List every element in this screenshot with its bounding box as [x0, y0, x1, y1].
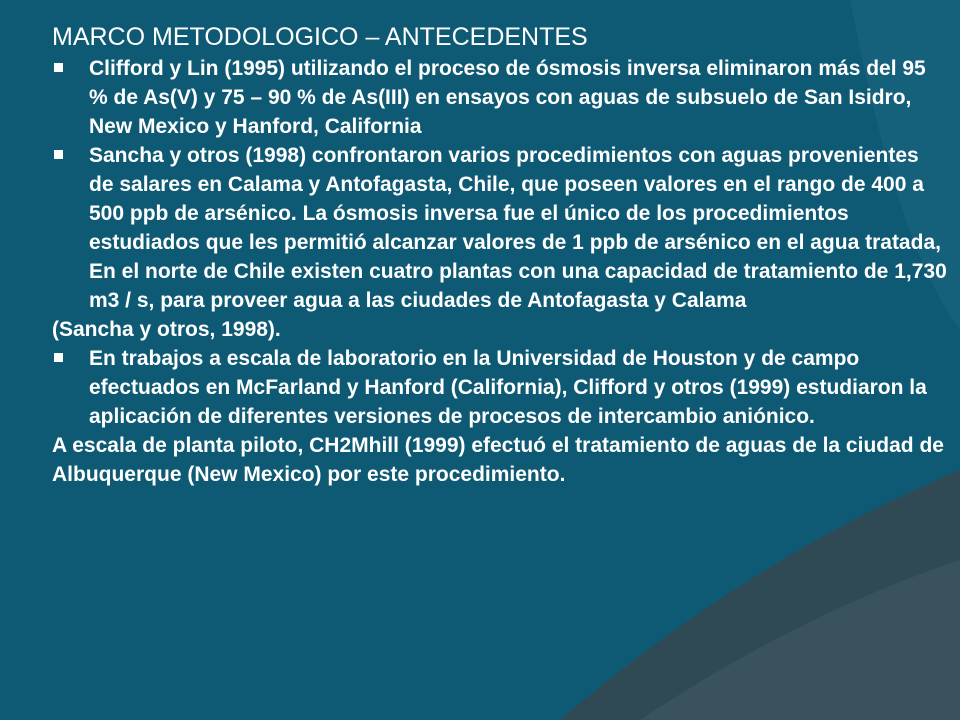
square-bullet-icon	[54, 63, 63, 72]
bullet-text: Sancha y otros (1998) confrontaron varios procedimientos con aguas provenientes de salares en Calama y Antofagasta, Chile, que poseen valores en el rango de 400 a 500 ppb de arsénico. La ósmosis inversa fue el único de los procedimientos estudiados que les permitió alcanzar valores de 1 ppb de arsénico en el agua tratada, En el norte de Chile existen cuatro plantas con una capacidad de tratamiento de 1,730 m3 / s, para proveer agua a las ciudades de Antofagasta y Calama	[89, 144, 947, 312]
paragraph-text: A escala de planta piloto, CH2Mhill (1999) efectuó el tratamiento de aguas de la ciudad de Albuquerque (New Mexico) por este procedimiento.	[52, 434, 944, 486]
bullet-item	[52, 54, 947, 141]
bullet-text: En trabajos a escala de laboratorio en la Universidad de Houston y de campo efectuados en McFarland y Hanford (California), Clifford y otros (1999) estudiaron la aplicación de diferentes versiones de procesos de intercambio aniónico.	[89, 347, 927, 428]
bullet-item	[52, 141, 947, 315]
square-bullet-icon	[54, 150, 63, 159]
bullet-text: Clifford y Lin (1995) utilizando el proceso de ósmosis inversa eliminaron más del 95 % de As(V) y 75 – 90 % de As(III) en ensayos con aguas de subsuelo de San Isidro, New Mexico y Hanford, California	[89, 57, 926, 138]
citation-text: (Sancha y otros, 1998).	[52, 318, 281, 341]
bullet-item	[52, 344, 947, 431]
square-bullet-icon	[54, 353, 63, 362]
slide-title: MARCO METODOLOGICO – ANTECEDENTES	[52, 23, 588, 51]
slide-content	[52, 22, 947, 489]
